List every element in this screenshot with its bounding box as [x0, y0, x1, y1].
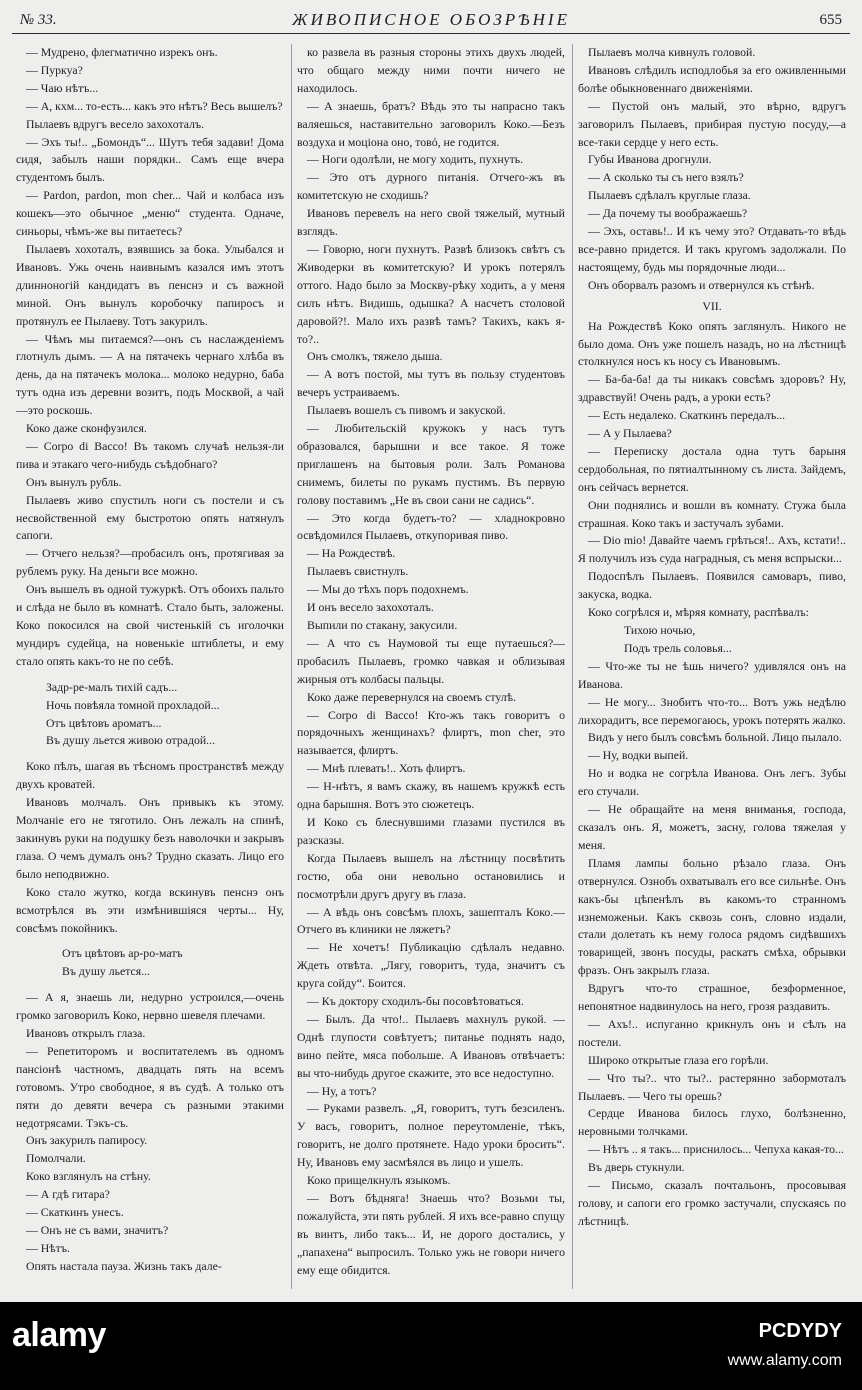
paragraph: — Ахъ!.. испуганно крикнулъ онъ и сѣлъ на постели. — [578, 1016, 846, 1049]
paragraph: — Отчего нельзя?—пробасилъ онъ, протягивая за рублемъ руку. На деньги все можно. — [16, 546, 284, 579]
paragraph: — А у Пылаева? — [588, 426, 672, 441]
paragraph: Губы Иванова дрогнули. — [588, 152, 712, 167]
issue-number: № 33. — [20, 12, 57, 28]
paragraph: Онъ смолкъ, тяжело дыша. — [307, 349, 443, 364]
paragraph: — Пустой онъ малый, это вѣрно, вдругъ заговорилъ Пылаевъ, прибирая пустую посуду,—а все-таки сердце у него есть. — [578, 98, 846, 149]
alamy-logo: alamy — [12, 1316, 106, 1354]
paragraph: На Рождествѣ Коко опять заглянулъ. Никого не было дома. Онъ уже пошелъ назадъ, но на лѣстницѣ столкнулся носъ къ носу съ Ивановымъ. — [578, 318, 846, 369]
paragraph: — Репетиторомъ и воспитателемъ въ одномъ пансіонѣ частномъ, двадцать пять на всемъ готовомъ. Утро свободное, я въ судѣ. А только отъ пяти до девяти вечера съ разными этакими недотрясами. Тэкъ-съ. — [16, 1043, 284, 1130]
paragraph: Пылаевъ вошелъ съ пивомъ и закуской. — [307, 403, 506, 418]
paragraph: — Есть недалеко. Скаткинъ передалъ... — [588, 408, 786, 423]
paragraph: И Коко съ блеснувшими глазами пустился въ разсказы. — [297, 814, 565, 847]
column-1 — [16, 44, 284, 1294]
verse-line: Задр-ре-малъ тихій садъ... — [46, 679, 178, 694]
watermark-bar — [0, 1302, 862, 1390]
paragraph: — А знаешь, братъ? Вѣдь это ты напрасно такъ валяешься, наставительно заговорилъ Коко.—Безъ воздуха и моціона оно, товό, не годится. — [297, 98, 565, 149]
paragraph: Онъ оборвалъ разомъ и отвернулся къ стѣнѣ. — [588, 277, 815, 292]
verse-line: Ночь повѣяла томной прохладой... — [46, 697, 220, 712]
paragraph: Пламя лампы больно рѣзало глаза. Онъ отвернулся. Ознобъ охватывалъ его все сильнѣе. Онъ какъ-бы цѣпенѣлъ въ какомъ-то странномъ изнеможеньи. Какъ сквозь сонъ, словно издали, стали долетать къ нему голоса рядомъ сидѣвшихъ товарищей, звонъ посуды, раскатъ смѣха, обрывки фразъ. Онъ закрылъ глаза. — [578, 855, 846, 978]
paragraph: Помолчали. — [26, 1151, 86, 1166]
paragraph: — Не обращайте на меня вниманья, господа, сказалъ онъ. Я, можетъ, засну, голова тяжелая у меня. — [578, 802, 846, 852]
paragraph: — Чаю нѣтъ... — [26, 80, 99, 95]
page-number: 655 — [819, 12, 842, 28]
page-header — [12, 6, 850, 34]
paragraph: Подоспѣлъ Пылаевъ. Появился самоваръ, пиво, закуска, водка. — [578, 569, 846, 602]
paragraph: Выпили по стакану, закусили. — [307, 618, 458, 632]
paragraph: — Вотъ бѣдняга! Знаешь что? Возьми ты, пожалуйста, эти пять рублей. Я ихъ все-равно спущу въ винтъ, либо такъ... И, не дорого достались, у „папахена“ выпросилъ. Только ужь не говори ничего ему еще обидится. — [297, 1191, 565, 1277]
chapter-heading: VII. — [702, 298, 722, 313]
paragraph: Ивановъ молчалъ. Онъ привыкъ къ этому. Молчаніе его не тяготило. Онъ лежалъ на спинѣ, закинувъ руки на подушку безъ наволочки и закрывъ глаза. О чемъ думалъ онъ? Трудно сказать. Лицо его было неподвижно. — [16, 795, 284, 881]
paragraph: — Переписку достала одна тутъ барыня сердобольная, по пятиалтынному съ листа. Зайдемъ, онъ сейчасъ вернется. — [578, 443, 846, 494]
paragraph: — Corpo di Bacco! Кто-жъ такъ говоритъ о порядочныхъ женщинахъ? флиртъ, mon cher, это называется, флиртъ. — [297, 707, 565, 758]
paragraph: — Pardon, pardon, mon cher... Чай и колбаса изъ кошекъ—это обычное „меню“ студента. Одначе, синьоры, чѣмъ-же вы питаетесь? — [16, 188, 284, 239]
paragraph: И онъ весело захохоталъ. — [307, 600, 434, 615]
paragraph: — Не могу... Знобитъ что-то... Вотъ ужь недѣлю лихорадитъ, все перемогаюсь, урокъ потерять жалко. — [578, 694, 846, 727]
paragraph: — А гдѣ гитара? — [26, 1187, 110, 1202]
paragraph: Они поднялись и вошли въ комнату. Стужа была страшная. Коко такъ и застучалъ зубами. — [578, 497, 846, 530]
verse-line: Въ душу льется живою отрадой... — [46, 733, 216, 748]
paragraph: — Мнѣ плевать!.. Хоть флиртъ. — [307, 761, 466, 776]
paragraph: Ивановъ открылъ глаза. — [26, 1026, 146, 1041]
article-body — [16, 44, 846, 1294]
paragraph: — А вѣдь онъ совсѣмъ плохъ, зашепталъ Коко.—Отчего въ клиники не ляжетъ? — [297, 904, 565, 937]
paragraph: Въ дверь стукнули. — [588, 1160, 685, 1175]
verse-line: Тихою ночью, — [624, 623, 696, 637]
paragraph: — Ноги одолѣли, не могу ходить, пухнуть. — [307, 152, 524, 167]
paragraph: — Dio mio! Давайте чаемъ грѣться!.. Ахъ, кстати!.. Я получилъ изъ суда наградныя, съ меня вспрыски... — [578, 533, 846, 566]
column-divider — [291, 44, 292, 1289]
paragraph: ко развела въ разныя стороны этихъ двухъ людей, что общаго между ними почти ничего не находилось. — [297, 45, 565, 95]
paragraph: — Эхъ ты!.. „Бомондъ“... Шутъ тебя задави! Дома сидя, забылъ наши порядки.. Самъ еще вчера студентомъ былъ. — [16, 134, 284, 185]
paragraph: Коко даже перевернулся на своемъ стулѣ. — [307, 689, 516, 704]
paragraph: — Да почему ты воображаешь? — [588, 206, 748, 221]
paragraph: — Н-нѣтъ, я вамъ скажу, въ нашемъ кружкѣ есть одна барышня. Вотъ это сюжетецъ. — [297, 779, 565, 812]
paragraph: — Эхъ, оставь!.. И къ чему это? Отдавать-то вѣдь все-равно придется. И такъ кругомъ задолжали. По настоящему, будь мы порядочные люди... — [578, 224, 846, 274]
paragraph: — Любительскій кружокъ у насъ тутъ образовался, барышни и все такое. Я тоже приглашенъ на бытовыя роли. Залъ Романова снимемъ, билеты по рукамъ пустимъ. Въ первую голову поставимъ „Не въ свои сани не садись“. — [297, 421, 565, 507]
paragraph: Онъ вышелъ въ одной тужуркѣ. Отъ обоихъ пальто и слѣда не было въ комнатѣ. Стало быть, заложены. Коко покосился на свой чистенькій съ иголочки мундиръ судейца, на новенькіе штиблеты, и ему стало опять какъ-то не по себѣ. — [16, 582, 284, 668]
paragraph: Коко пѣлъ, шагая въ тѣсномъ пространствѣ между двухъ кроватей. — [16, 759, 284, 792]
paragraph: Видъ у него былъ совсѣмъ больной. Лицо пылало. — [588, 730, 842, 745]
paragraph: Пылаевъ хохоталъ, взявшись за бока. Улыбался и Ивановъ. Ужь очень наивнымъ казался имъ этотъ длинноногій кандидатъ въ пенснэ и съ важной миной. Онъ вынулъ коробочку папиросъ и протянулъ ее Пылаеву. Тотъ закурилъ. — [16, 241, 284, 328]
paragraph: Пылаевъ живо спустилъ ноги съ постели и съ несвойственной ему быстротою опять натянулъ сапоги. — [16, 492, 284, 543]
paragraph: — Ну, водки выпей. — [588, 748, 689, 763]
paragraph: — Ба-ба-ба! да ты никакъ совсѣмъ здоровъ? Ну, здравствуй! Очень радъ, а уроки есть? — [578, 372, 846, 405]
paragraph: — Corpo di Bacco! Въ такомъ случаѣ нельзя-ли пива и этакаго чего-нибудь съѣдобнаго? — [16, 438, 284, 471]
paragraph: — Не хочетъ! Публикацію сдѣлалъ недавно. Ждеть отвѣта. „Лягу, говоритъ, туда, значитъ съ круга сойду“. Боится. — [297, 940, 565, 991]
paragraph: Опять настала пауза. Жизнь такъ дале- — [26, 1258, 222, 1273]
paragraph: — На Рождествѣ. — [307, 546, 396, 561]
paragraph: Но и водка не согрѣла Иванова. Онъ легъ. Зубы его стучали. — [578, 766, 846, 799]
paragraph: Пылаевъ молча кивнулъ головой. — [588, 45, 756, 59]
verse-line: Отъ цвѣтовъ ар-ро-матъ — [62, 946, 183, 961]
paragraph: — Онъ не съ вами, значитъ? — [26, 1223, 169, 1237]
image-id: PCDYDY — [758, 1320, 842, 1342]
spacer — [16, 750, 284, 758]
paragraph: — А сколько ты съ него взялъ? — [588, 170, 744, 185]
paragraph: Ивановъ перевелъ на него свой тяжелый, мутный взглядъ. — [297, 206, 565, 239]
paragraph: — Что ты?.. что ты?.. растерянно забормоталъ Пылаевъ. — Чего ты орешь? — [578, 1070, 846, 1103]
paragraph: — Руками развелъ. „Я, говоритъ, тутъ безсиленъ. У васъ, говоритъ, полное переутомленіе, тѣкъ, говоритъ, не долго протянете. Надо уроки бросить“. Ну, Ивановъ ему засмѣялся въ лицо и ушелъ. — [297, 1101, 565, 1170]
paragraph: Онъ вынулъ рубль. — [26, 474, 122, 489]
verse-line: Отъ цвѣтовъ ароматъ... — [46, 715, 162, 730]
spacer — [16, 937, 284, 945]
paragraph: Пылаевъ сдѣлалъ круглые глаза. — [588, 188, 751, 203]
paragraph: Вдругъ что-то страшное, безформенное, непонятное надвинулось на него, грозя раздавить. — [578, 981, 846, 1014]
paragraph: Широко открытые глаза его горѣли. — [588, 1052, 769, 1067]
spacer — [16, 671, 284, 679]
column-3 — [578, 44, 846, 1294]
paragraph: Пылаевъ вдругъ весело захохоталъ. — [26, 116, 205, 131]
paragraph: — Это когда будетъ-то? — хладнокровно освѣдомился Пылаевъ, откупоривая пиво. — [297, 510, 565, 543]
paragraph: Пылаевъ свистнулъ. — [307, 564, 409, 579]
verse-line: Подъ трель соловья... — [624, 640, 732, 655]
column-divider — [572, 44, 573, 1289]
paragraph: — Это отъ дурного питанія. Отчего-жъ въ комитетскую не сходишь? — [297, 170, 565, 203]
paragraph: — Мудрено, флегматично изрекъ онъ. — [26, 45, 218, 59]
paragraph: — Къ доктору сходилъ-бы посовѣтоваться. — [307, 994, 524, 1009]
paragraph: Коко согрѣлся и, мѣряя комнату, распѣвалъ: — [588, 605, 809, 620]
paragraph: — Говорю, ноги пухнутъ. Развѣ близокъ свѣтъ съ Живодерки въ комитетскую? И урокъ потерялъ оттого. Надо было за Москву-рѣку ходить, а у меня силъ нѣтъ. Видишь, одышка? А насчетъ столовой даровой?!. Мало ихъ развѣ тамъ? Такихъ, какъ я-то?.. — [297, 241, 565, 346]
paragraph: — Нѣтъ. — [26, 1240, 70, 1255]
paragraph: — Нѣтъ .. я такъ... приснилось... Чепуха какая-то... — [588, 1142, 844, 1157]
paragraph: Ивановъ слѣдилъ исподлобья за его оживленными болѣе обыкновеннаго движеніями. — [578, 62, 846, 95]
paragraph: — Скаткинъ унесъ. — [26, 1205, 124, 1220]
paragraph: Коко стало жутко, когда вскинувъ пенснэ онъ всмотрѣлся въ эти измѣнившіяся черты... Ну, совсѣмъ покойникъ. — [16, 884, 284, 935]
paragraph: Коко взглянулъ на стѣну. — [26, 1169, 151, 1184]
paragraph: — А вотъ постой, мы тутъ въ пользу студентовъ вечеръ устраиваемъ. — [297, 367, 565, 400]
paragraph: Когда Пылаевъ вышелъ на лѣстницу посвѣтить гостю, оба они невольно остановились и посмотрѣли другъ другу въ глаза. — [297, 850, 565, 901]
paragraph: — А я, знаешь ли, недурно устроился,—очень громко заговорилъ Коко, нервно шевеля плечами. — [16, 990, 284, 1023]
paragraph: — Былъ. Да что!.. Пылаевъ махнулъ рукой. — Однѣ глупости совѣтуетъ; питанье поднять надо, вино пейте, мяса побольше. А Ивановъ отвѣчаетъ: вы что-нибудь другое скажите, это все недоступно. — [297, 1011, 565, 1080]
paragraph: Коко даже сконфузился. — [26, 421, 147, 436]
verse-line: Въ душу льется... — [62, 964, 151, 979]
paragraph: — А, кхм... то-есть... какъ это нѣтъ? Весь вышелъ? — [26, 98, 283, 113]
spacer — [16, 981, 284, 989]
paragraph: — Ну, а тотъ? — [307, 1083, 377, 1098]
paragraph: — Чѣмъ мы питаемся?—онъ съ наслажденіемъ глотнулъ дымъ. — А на пятачекъ чернаго хлѣба въ день, да на пятачекъ молока... молоко недурно, баба тутъ одна изъ деревни возитъ, подъ Москвой, а чай—это роскошь. — [16, 331, 284, 418]
paragraph: Коко прищелкнулъ языкомъ. — [307, 1173, 451, 1188]
paragraph: — Мы до тѣхъ поръ подохнемъ. — [307, 582, 469, 597]
paragraph: — А что съ Наумовой ты еще путаешься?—пробасилъ Пылаевъ, громко чавкая и облизывая жирныя отъ колбасы пальцы. — [297, 635, 565, 686]
paragraph: — Пуркуа? — [26, 62, 83, 77]
watermark-url: www.alamy.com — [727, 1352, 842, 1369]
paragraph: — Письмо, сказалъ почтальонъ, просовывая голову, и сапоги его громко застучали, спускаясь по лѣстницѣ. — [578, 1178, 846, 1228]
column-2 — [297, 44, 565, 1294]
paragraph: Сердце Иванова билось глухо, болѣзненно, неровными толчками. — [578, 1106, 846, 1139]
paragraph: Онъ закурилъ папиросу. — [26, 1133, 148, 1148]
journal-title: ЖИВОПИСНОЕ ОБОЗРѢНІЕ — [292, 10, 570, 29]
paragraph: — Что-же ты не ѣшь ничего? удивлялся онъ на Иванова. — [578, 658, 846, 691]
